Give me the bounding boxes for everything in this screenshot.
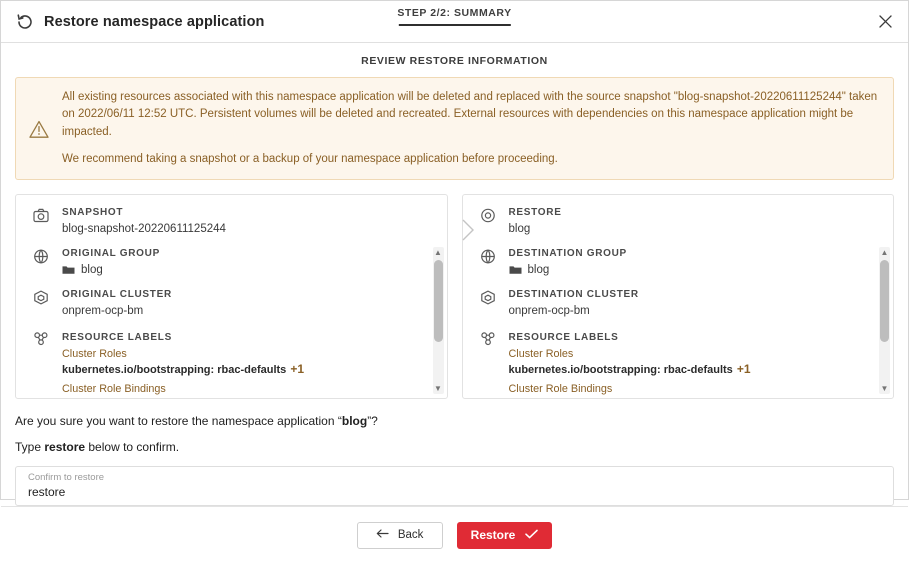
destination-cluster-label: DESTINATION CLUSTER [508,289,639,300]
target-panel-scrollbar[interactable] [879,247,890,394]
comparison-panels [15,194,894,399]
source-label-more-0: +1 [290,362,304,376]
step-underline [399,24,511,26]
scroll-up-icon[interactable]: ▲ [880,248,889,257]
dialog-body [1,43,908,506]
step-indicator [397,7,511,26]
source-panel-scrollbar[interactable] [433,247,444,394]
page-title: Restore namespace application [44,13,265,30]
scroll-down-icon[interactable]: ▼ [880,384,889,393]
warning-triangle-icon [28,89,50,168]
confirm-input[interactable] [28,484,881,500]
snapshot-section [30,207,433,235]
confirm-question-suffix: ”? [367,414,378,428]
restore-section [477,207,880,235]
destination-group-value: blog [527,264,550,276]
group-icon [477,248,499,276]
scroll-up-icon[interactable]: ▲ [434,248,442,257]
cluster-icon [477,289,499,317]
target-label-head-1: Cluster Role Bindings [508,383,613,395]
target-label-more-0: +1 [736,362,751,376]
destination-cluster-value: onprem-ocp-bm [508,305,590,317]
destination-group-section [477,248,880,276]
source-resource-labels-label: RESOURCE LABELS [62,332,172,343]
close-icon[interactable] [874,11,896,33]
back-button[interactable] [357,522,443,549]
review-heading: REVIEW RESTORE INFORMATION [361,55,548,67]
original-group-value: blog [81,264,103,276]
warning-text [62,89,879,168]
target-label-value-0: kubernetes.io/bootstrapping: rbac-defaults [508,364,733,376]
warning-line-1: All existing resources associated with this namespace application will be deleted and replaced with the source snapshot "blog-snapshot-20220611125244" taken on 2022/06/11 12:52 UTC. Persistent volumes will be deleted and recreated. External resources with dependencies on this namespace application might be impacted. [62,91,878,138]
folder-icon [62,265,75,275]
confirm-field-label: Confirm to restore [28,472,105,483]
dialog-header [1,1,908,43]
target-label-head-0: Cluster Roles [508,348,574,360]
confirm-type-prefix: Type [15,440,45,454]
confirm-app-name: blog [341,414,368,428]
source-label-value-0: kubernetes.io/bootstrapping: rbac-defaults [62,364,287,376]
restore-label: RESTORE [508,207,562,218]
original-group-label: ORIGINAL GROUP [62,248,160,259]
source-panel [15,194,448,399]
target-panel [462,194,895,399]
warning-banner [15,77,894,180]
back-button-label: Back [397,529,424,541]
restore-button-label: Restore [470,528,516,542]
restore-target-icon [477,207,499,235]
scroll-thumb[interactable] [880,260,889,342]
resource-labels-icon [30,330,52,395]
step-label: STEP 2/2: SUMMARY [397,7,512,19]
restore-button[interactable] [457,522,553,549]
snapshot-value: blog-snapshot-20220611125244 [62,223,226,235]
source-label-head-0: Cluster Roles [62,348,127,360]
confirm-instruction [15,440,894,454]
warning-line-2: We recommend taking a snapshot or a backup of your namespace application before proceeding. [62,152,558,165]
scroll-down-icon[interactable]: ▼ [434,384,442,393]
snapshot-label: SNAPSHOT [62,207,124,218]
destination-cluster-section [477,289,880,317]
source-label-head-1: Cluster Role Bindings [62,383,166,395]
target-resource-labels-label: RESOURCE LABELS [508,332,619,343]
dialog-footer [1,506,908,563]
destination-group-label: DESTINATION GROUP [508,248,627,259]
folder-icon [509,265,522,275]
confirm-question [15,414,894,428]
group-icon [30,248,52,276]
arrow-left-icon [376,529,389,541]
confirm-field[interactable] [15,466,894,506]
original-group-section [30,248,433,276]
cluster-icon [30,289,52,317]
source-resource-labels-section [30,330,433,395]
check-icon [525,528,538,542]
original-cluster-label: ORIGINAL CLUSTER [62,289,172,300]
original-cluster-value: onprem-ocp-bm [62,305,144,317]
camera-icon [30,207,52,235]
restore-arrow-icon [15,12,35,32]
resource-labels-icon [477,330,499,395]
confirm-question-prefix: Are you sure you want to restore the namespace application “ [15,414,342,428]
scroll-thumb[interactable] [434,260,443,342]
target-resource-labels-section [477,330,880,395]
original-cluster-section [30,289,433,317]
restore-value: blog [508,223,531,235]
confirm-type-suffix: below to confirm. [85,440,180,454]
confirm-type-word: restore [44,440,86,454]
